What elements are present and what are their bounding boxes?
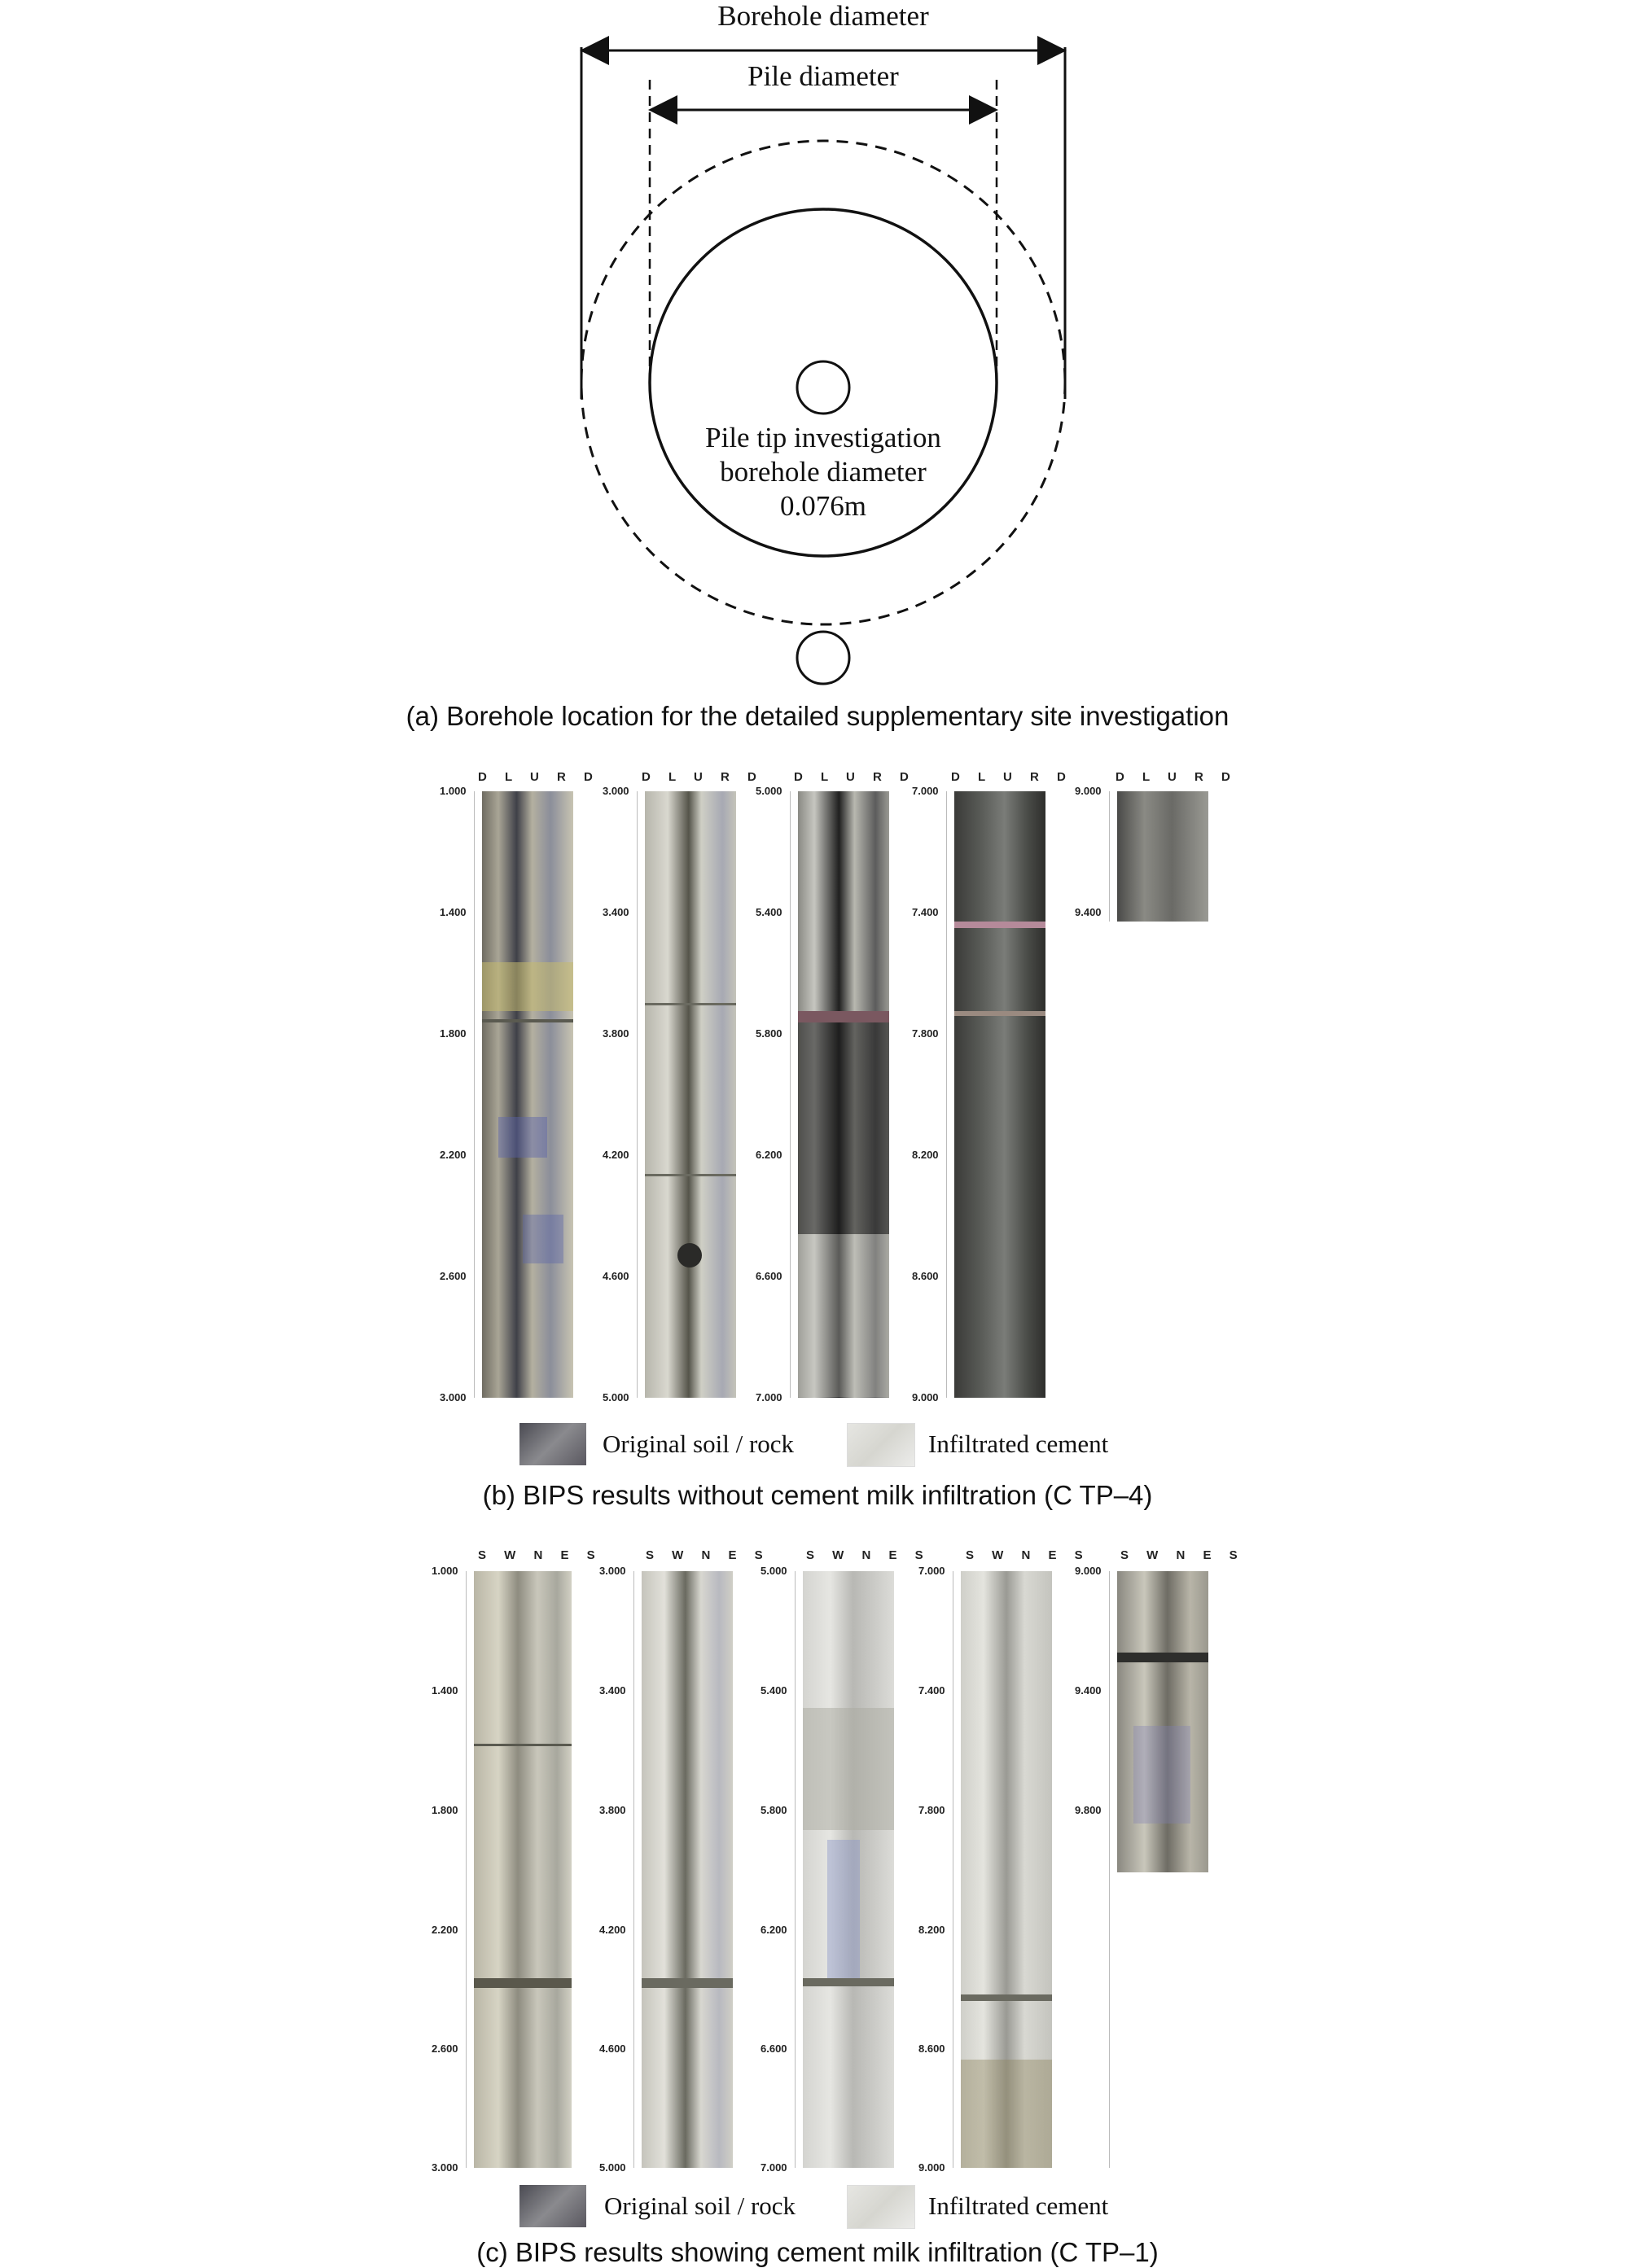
orientation-header-b2: D L U R D bbox=[642, 770, 764, 784]
depth-label: 3.800 bbox=[603, 1027, 629, 1040]
depth-label: 2.200 bbox=[440, 1149, 467, 1161]
borehole-diagram-svg bbox=[0, 0, 1635, 708]
depth-ruler-b1 bbox=[474, 791, 475, 1398]
depth-label: 4.200 bbox=[599, 1924, 626, 1936]
legend-cement-swatch bbox=[847, 1423, 915, 1467]
bips-image-c2 bbox=[642, 1571, 733, 2168]
depth-label: 3.400 bbox=[603, 906, 629, 918]
orientation-header-b1: D L U R D bbox=[478, 770, 600, 784]
depth-label: 1.400 bbox=[440, 906, 467, 918]
depth-ruler-c1 bbox=[466, 1571, 467, 2168]
depth-label: 2.200 bbox=[432, 1924, 458, 1936]
bips-image-b5 bbox=[1117, 791, 1208, 922]
legend-cement-label: Infiltrated cement bbox=[928, 1430, 1109, 1458]
depth-ruler-b3 bbox=[790, 791, 791, 1398]
depth-label: 5.800 bbox=[756, 1027, 782, 1040]
depth-label: 3.400 bbox=[599, 1684, 626, 1697]
depth-label: 9.000 bbox=[1075, 1565, 1102, 1577]
depth-label: 3.800 bbox=[599, 1804, 626, 1816]
depth-ruler-c5 bbox=[1109, 1571, 1110, 2168]
depth-label: 5.800 bbox=[761, 1804, 787, 1816]
depth-label: 3.000 bbox=[599, 1565, 626, 1577]
legend-cement-swatch bbox=[847, 2185, 915, 2229]
depth-label: 3.000 bbox=[432, 2161, 458, 2174]
depth-label: 7.800 bbox=[918, 1804, 945, 1816]
depth-label: 6.200 bbox=[761, 1924, 787, 1936]
depth-label: 7.400 bbox=[912, 906, 939, 918]
depth-label: 7.000 bbox=[756, 1391, 782, 1403]
orientation-header-c1: S W N E S bbox=[478, 1548, 603, 1562]
orientation-header-c5: S W N E S bbox=[1120, 1548, 1245, 1562]
depth-label: 5.000 bbox=[603, 1391, 629, 1403]
depth-label: 1.400 bbox=[432, 1684, 458, 1697]
depth-label: 6.200 bbox=[756, 1149, 782, 1161]
depth-label: 5.400 bbox=[756, 906, 782, 918]
depth-label: 9.400 bbox=[1075, 1684, 1102, 1697]
orientation-header-b3: D L U R D bbox=[794, 770, 916, 784]
bips-image-c3 bbox=[803, 1571, 894, 2168]
depth-label: 7.000 bbox=[761, 2161, 787, 2174]
orientation-header-c4: S W N E S bbox=[966, 1548, 1090, 1562]
pile-diameter-label: Pile diameter bbox=[747, 60, 899, 92]
depth-ruler-c3 bbox=[795, 1571, 796, 2168]
orientation-header-b4: D L U R D bbox=[951, 770, 1073, 784]
investigation-label-line3: 0.076m bbox=[780, 490, 866, 522]
depth-label: 4.600 bbox=[599, 2043, 626, 2055]
depth-label: 9.400 bbox=[1075, 906, 1102, 918]
legend-cement-label: Infiltrated cement bbox=[928, 2191, 1109, 2220]
investigation-label-line2: borehole diameter bbox=[720, 456, 927, 488]
depth-label: 8.600 bbox=[912, 1270, 939, 1282]
caption-a: (a) Borehole location for the detailed supplementary site investigation bbox=[405, 701, 1230, 731]
depth-label: 7.800 bbox=[912, 1027, 939, 1040]
depth-label: 5.000 bbox=[599, 2161, 626, 2174]
depth-label: 4.200 bbox=[603, 1149, 629, 1161]
investigation-borehole-center bbox=[797, 361, 849, 414]
depth-label: 1.000 bbox=[432, 1565, 458, 1577]
bips-image-b3 bbox=[798, 791, 889, 1398]
investigation-label-line1: Pile tip investigation bbox=[705, 422, 941, 453]
depth-label: 5.000 bbox=[756, 785, 782, 797]
depth-label: 1.800 bbox=[432, 1804, 458, 1816]
bips-image-c4 bbox=[961, 1571, 1052, 2168]
bips-image-c1 bbox=[474, 1571, 572, 2168]
depth-label: 7.000 bbox=[912, 785, 939, 797]
depth-label: 1.000 bbox=[440, 785, 467, 797]
depth-label: 6.600 bbox=[756, 1270, 782, 1282]
depth-label: 2.600 bbox=[440, 1270, 467, 1282]
legend-soil-swatch bbox=[519, 1423, 586, 1465]
bips-image-b1 bbox=[482, 791, 573, 1398]
caption-b: (b) BIPS results without cement milk infiltration (C TP–4) bbox=[482, 1480, 1153, 1510]
depth-label: 3.000 bbox=[603, 785, 629, 797]
depth-label: 9.000 bbox=[918, 2161, 945, 2174]
depth-label: 6.600 bbox=[761, 2043, 787, 2055]
depth-label: 9.000 bbox=[1075, 785, 1102, 797]
orientation-header-c2: S W N E S bbox=[646, 1548, 770, 1562]
depth-label: 8.200 bbox=[918, 1924, 945, 1936]
depth-label: 9.800 bbox=[1075, 1804, 1102, 1816]
legend-soil-swatch bbox=[519, 2185, 586, 2227]
orientation-header-c3: S W N E S bbox=[806, 1548, 931, 1562]
caption-c: (c) BIPS results showing cement milk infiltration (C TP–1) bbox=[476, 2237, 1159, 2267]
depth-label: 9.000 bbox=[912, 1391, 939, 1403]
depth-label: 4.600 bbox=[603, 1270, 629, 1282]
depth-ruler-b4 bbox=[946, 791, 947, 1398]
depth-label: 2.600 bbox=[432, 2043, 458, 2055]
legend-soil-label: Original soil / rock bbox=[603, 1430, 795, 1458]
bips-image-c5 bbox=[1117, 1571, 1208, 1872]
depth-label: 1.800 bbox=[440, 1027, 467, 1040]
depth-ruler-c2 bbox=[633, 1571, 634, 2168]
depth-label: 8.600 bbox=[918, 2043, 945, 2055]
depth-label: 5.000 bbox=[761, 1565, 787, 1577]
depth-label: 7.000 bbox=[918, 1565, 945, 1577]
bips-image-b4 bbox=[954, 791, 1045, 1398]
borehole-circle bbox=[581, 141, 1065, 624]
depth-ruler-b2 bbox=[637, 791, 638, 1398]
depth-label: 8.200 bbox=[912, 1149, 939, 1161]
investigation-borehole-edge bbox=[797, 632, 849, 684]
depth-ruler-b5 bbox=[1109, 791, 1110, 922]
depth-label: 7.400 bbox=[918, 1684, 945, 1697]
orientation-header-b5: D L U R D bbox=[1116, 770, 1238, 784]
depth-label: 3.000 bbox=[440, 1391, 467, 1403]
borehole-diameter-label: Borehole diameter bbox=[717, 0, 929, 32]
depth-label: 5.400 bbox=[761, 1684, 787, 1697]
bips-image-b2 bbox=[645, 791, 736, 1398]
legend-soil-label: Original soil / rock bbox=[604, 2191, 796, 2220]
